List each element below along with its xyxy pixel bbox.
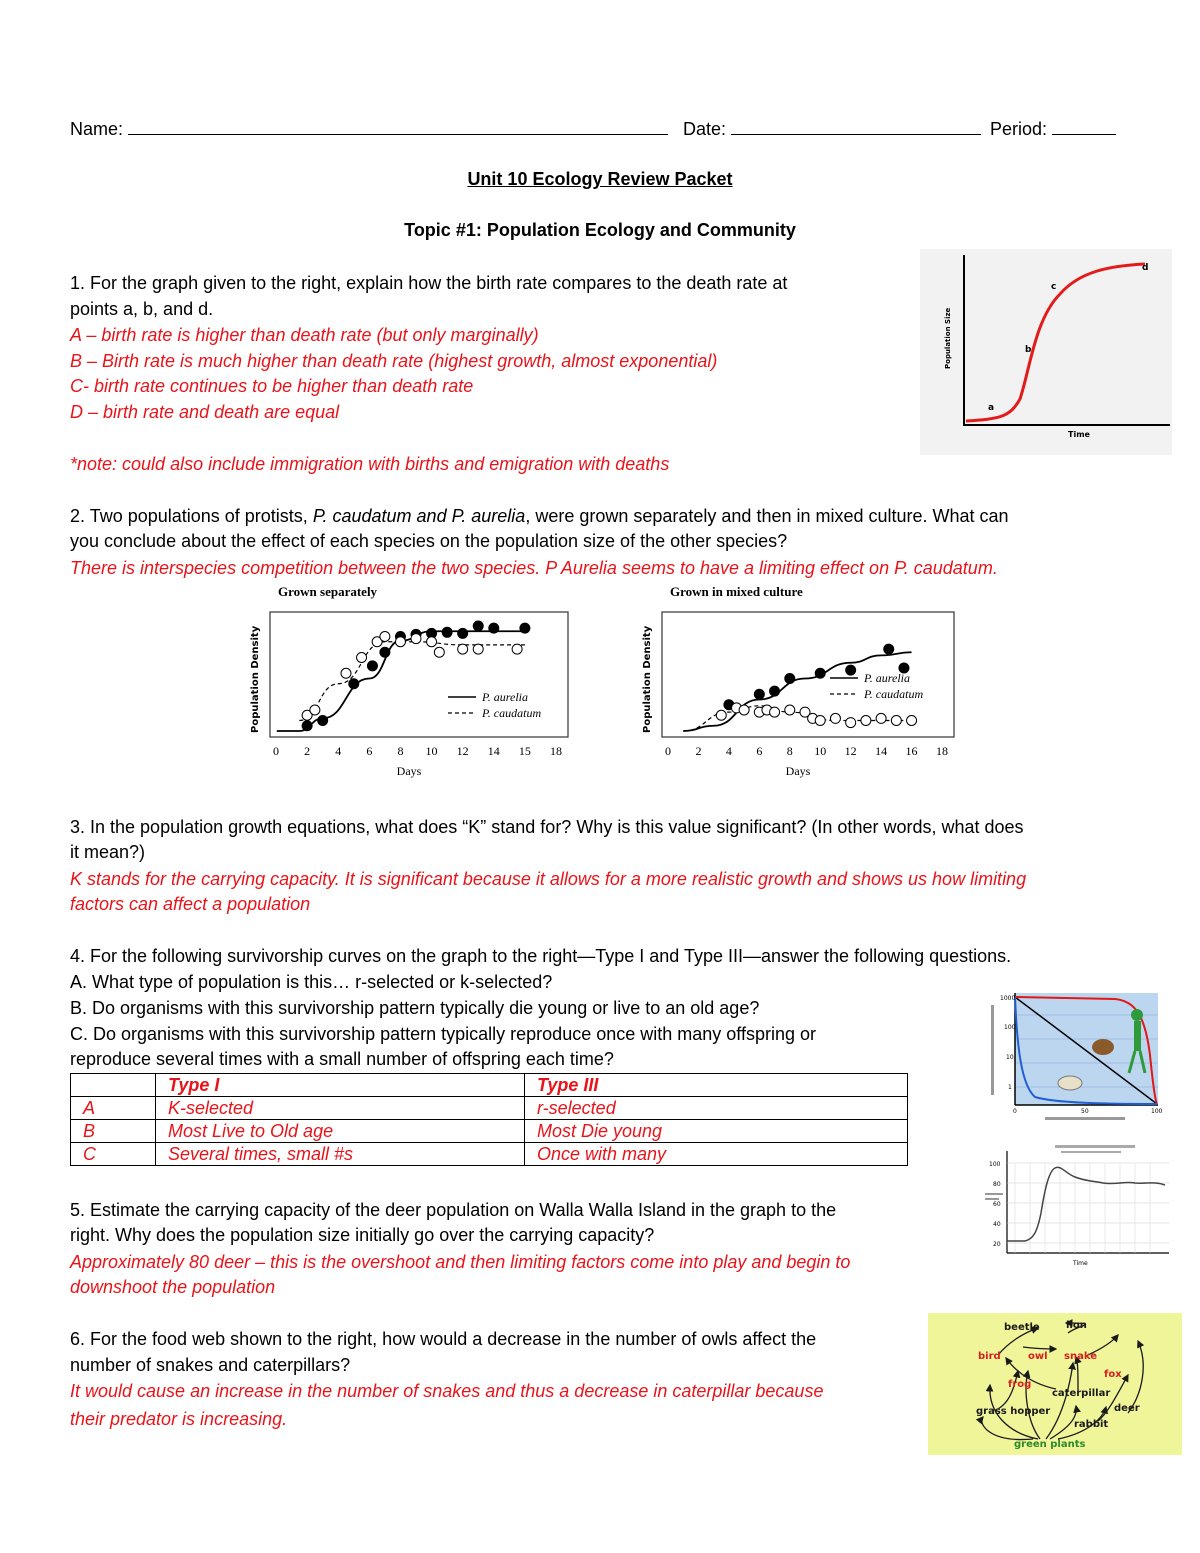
chart-point <box>876 713 886 723</box>
table-cell: C <box>71 1143 156 1166</box>
deer-xlabel: Time <box>1073 1260 1088 1267</box>
q3-answer-1: K stands for the carrying capacity. It is significant because it allows for a more realistic growth and shows us how limiting <box>70 869 1027 889</box>
deer-population-figure <box>985 1143 1173 1269</box>
table-row <box>71 1120 908 1143</box>
table-cell: A <box>71 1097 156 1120</box>
foodweb-frog: frog <box>1008 1379 1032 1390</box>
surv-ytick-1: 1 <box>1008 1084 1012 1091</box>
chart-point <box>411 634 421 644</box>
chart-point <box>754 689 764 699</box>
foodweb-owl: owl <box>1028 1351 1048 1362</box>
q1-text-1: 1. For the graph given to the right, explain how the birth rate compares to the death rate at <box>70 273 788 293</box>
chart-point <box>395 637 405 647</box>
chart-point <box>785 705 795 715</box>
legend-label: P. caudatum <box>864 687 924 701</box>
chart-tick-label: 10 <box>814 744 827 758</box>
legend-label: P. caudatum <box>482 706 542 720</box>
date-field[interactable] <box>683 116 981 140</box>
q1-text-2: points a, b, and d. <box>70 299 214 319</box>
chart-point <box>357 653 367 663</box>
deer-ytick-60: 60 <box>993 1201 1001 1208</box>
chart-grown-separately <box>240 582 580 782</box>
chart-point <box>367 661 377 671</box>
q1-answer-a: A – birth rate is higher than death rate (but only marginally) <box>70 325 539 345</box>
surv-ytick-10: 10 <box>1006 1054 1014 1061</box>
chart-point <box>442 627 452 637</box>
chart-tick-label: 4 <box>335 744 342 758</box>
table-row <box>71 1097 908 1120</box>
name-field[interactable] <box>70 116 668 140</box>
growth-ylabel: Population Size <box>944 307 952 369</box>
q6-text-2: number of snakes and caterpillars? <box>70 1355 351 1375</box>
chart-tick-label: 2 <box>304 744 311 758</box>
chart-tick-label: 14 <box>875 744 888 758</box>
chart-point <box>815 716 825 726</box>
chart-tick-label: 6 <box>366 744 373 758</box>
chart-point <box>318 716 328 726</box>
chart-tick-label: 12 <box>456 744 469 758</box>
chart-point <box>830 713 840 723</box>
table-cell: K-selected <box>156 1097 525 1120</box>
foodweb-bird: bird <box>978 1351 1001 1362</box>
q5-answer-2: downshoot the population <box>70 1277 276 1297</box>
q1-note: *note: could also include immigration with births and emigration with deaths <box>70 454 670 474</box>
chart-ylabel: Population Density <box>642 625 653 733</box>
survivorship-table <box>70 1073 908 1166</box>
chart-tick-label: 4 <box>725 744 732 758</box>
point-c: c <box>1051 282 1057 292</box>
chart-point <box>846 665 856 675</box>
table-header-cell: Type I <box>156 1074 525 1097</box>
chart-grown-mixed <box>630 582 960 782</box>
chart-tick-label: 0 <box>665 744 671 758</box>
chart-point <box>891 716 901 726</box>
chart-point <box>907 716 917 726</box>
chart-tick-label: 12 <box>844 744 857 758</box>
q2-text-2: you conclude about the effect of each species on the population size of the other species? <box>70 531 788 551</box>
chart-ylabel: Population Density <box>250 625 261 733</box>
foodweb-rabbit: rabbit <box>1074 1419 1109 1430</box>
q3-text-1: 3. In the population growth equations, what does “K” stand for? Why is this value significant? (In other words, what does <box>70 817 1024 837</box>
legend-label: P. aurelia <box>864 671 911 685</box>
chart-point <box>434 647 444 657</box>
surv-ytick-100: 100 <box>1004 1024 1016 1031</box>
foodweb-beetle: beetle <box>1004 1322 1040 1333</box>
chart-tick-label: 18 <box>550 744 562 758</box>
foodweb-lion: lion <box>1066 1320 1087 1331</box>
table-cell: r-selected <box>525 1097 908 1120</box>
q5-answer-1: Approximately 80 deer – this is the overshoot and then limiting factors come into play and begin to <box>70 1252 851 1272</box>
table-cell: Once with many <box>525 1143 908 1166</box>
table-header-cell <box>71 1074 156 1097</box>
q5-text-2: right. Why does the population size initially go over the carrying capacity? <box>70 1225 655 1245</box>
chart-tick-label: 2 <box>695 744 702 758</box>
q3-text-2: it mean?) <box>70 842 146 862</box>
foodweb-deer: deer <box>1114 1403 1140 1414</box>
chart-point <box>739 705 749 715</box>
q4-question-c1: C. Do organisms with this survivorship pattern typically reproduce once with many offspring or <box>70 1024 816 1044</box>
chart-point <box>473 644 483 654</box>
table-cell: B <box>71 1120 156 1143</box>
q2-text-1a: 2. Two populations of protists, <box>70 506 313 526</box>
survivorship-figure <box>985 985 1171 1127</box>
deer-ytick-20: 20 <box>993 1241 1001 1248</box>
chart-point <box>310 705 320 715</box>
chart-point <box>770 686 780 696</box>
q5-text-1: 5. Estimate the carrying capacity of the deer population on Walla Walla Island in the graph to the <box>70 1200 837 1220</box>
q1-answer-b: B – Birth rate is much higher than death rate (highest growth, almost exponential) <box>70 351 718 371</box>
chart-point <box>716 710 726 720</box>
chart-point <box>846 718 856 728</box>
q4-question-c2: reproduce several times with a small number of offspring each time? <box>70 1049 614 1069</box>
point-b: b <box>1025 345 1032 355</box>
chart-tick-label: 6 <box>756 744 763 758</box>
table-header-cell: Type III <box>525 1074 908 1097</box>
chart-point <box>473 621 483 631</box>
foodweb-plants: green plants <box>1014 1439 1086 1450</box>
chart-tick-label: 0 <box>273 744 279 758</box>
legend-label: P. aurelia <box>482 690 529 704</box>
chart-point <box>458 628 468 638</box>
surv-xtick-100: 100 <box>1151 1108 1163 1115</box>
chart-point <box>785 674 795 684</box>
chart-point <box>884 644 894 654</box>
point-d: d <box>1142 263 1149 273</box>
deer-ytick-80: 80 <box>993 1181 1001 1188</box>
table-cell: Most Die young <box>525 1120 908 1143</box>
q2-answer: There is interspecies competition between the two species. P Aurelia seems to have a limiting effect on P. caudatum. <box>70 558 998 578</box>
chart-point <box>520 623 530 633</box>
deer-ytick-40: 40 <box>993 1221 1001 1228</box>
chart-tick-label: 15 <box>518 744 531 758</box>
growth-xlabel: Time <box>1068 430 1090 439</box>
chart-xlabel: Days <box>396 764 422 778</box>
chart-point <box>380 647 390 657</box>
chart-point <box>770 707 780 717</box>
chart-tick-label: 8 <box>397 744 404 758</box>
foodweb-caterpillar: caterpillar <box>1052 1388 1111 1399</box>
chart-tick-label: 16 <box>905 744 918 758</box>
chart-tick-label: 8 <box>786 744 793 758</box>
page-title: Unit 10 Ecology Review Packet <box>467 169 733 189</box>
date-label: Date: <box>683 119 727 139</box>
surv-xtick-0: 0 <box>1013 1108 1017 1115</box>
q6-answer-2: their predator is increasing. <box>70 1409 288 1429</box>
chart-tick-label: 18 <box>936 744 948 758</box>
q4-question-b: B. Do organisms with this survivorship pattern typically die young or live to an old age? <box>70 998 760 1018</box>
chart-point <box>302 721 312 731</box>
food-web-figure <box>928 1313 1182 1455</box>
surv-ytick-1000: 1000 <box>1000 995 1016 1002</box>
logistic-growth-figure <box>920 249 1172 455</box>
chart-title: Grown separately <box>278 584 378 599</box>
q2-species: P. caudatum and P. aurelia <box>312 506 526 526</box>
chart-tick-label: 14 <box>487 744 500 758</box>
period-label: Period: <box>990 119 1048 139</box>
chart-point <box>815 668 825 678</box>
chart-point <box>341 668 351 678</box>
table-header-row <box>71 1074 908 1097</box>
chart-title: Grown in mixed culture <box>670 584 803 599</box>
table-cell: Most Live to Old age <box>156 1120 525 1143</box>
q4-question-a: A. What type of population is this… r-selected or k-selected? <box>70 972 553 992</box>
chart-point <box>458 644 468 654</box>
name-label: Name: <box>70 119 124 139</box>
q2-text-1b: , were grown separately and then in mixed culture. What can <box>525 506 1009 526</box>
chart-tick-label: 10 <box>425 744 438 758</box>
deer-ytick-100: 100 <box>989 1161 1001 1168</box>
point-a: a <box>988 403 995 413</box>
period-field[interactable] <box>990 116 1116 140</box>
foodweb-fox: fox <box>1104 1369 1122 1380</box>
table-row <box>71 1143 908 1166</box>
foodweb-snake: snake <box>1064 1351 1097 1362</box>
chart-point <box>380 632 390 642</box>
chart-point <box>349 679 359 689</box>
chart-xlabel: Days <box>785 764 811 778</box>
foodweb-grasshopper: grass hopper <box>976 1406 1051 1417</box>
chart-point <box>489 623 499 633</box>
surv-xtick-50: 50 <box>1081 1108 1089 1115</box>
table-cell: Several times, small #s <box>156 1143 525 1166</box>
q6-answer-1: It would cause an increase in the number of snakes and thus a decrease in caterpillar because <box>70 1381 824 1401</box>
q2-text-1 <box>70 505 1009 527</box>
q3-answer-2: factors can affect a population <box>70 894 311 914</box>
q1-answer-c: C- birth rate continues to be higher than death rate <box>70 376 474 396</box>
chart-point <box>427 637 437 647</box>
chart-point <box>512 644 522 654</box>
topic-heading: Topic #1: Population Ecology and Community <box>404 220 796 240</box>
q6-text-1: 6. For the food web shown to the right, how would a decrease in the number of owls affect the <box>70 1329 817 1349</box>
chart-point <box>861 716 871 726</box>
q1-answer-d: D – birth rate and death are equal <box>70 402 340 422</box>
q4-text-1: 4. For the following survivorship curves on the graph to the right—Type I and Type III—answer the following questions. <box>70 946 1012 966</box>
